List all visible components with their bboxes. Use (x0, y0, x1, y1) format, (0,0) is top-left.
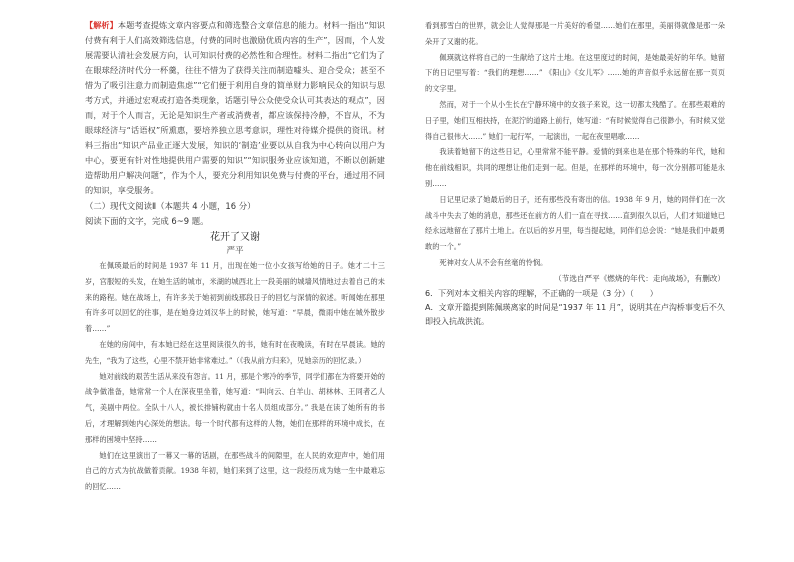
article-title: 花开了又谢 (210, 232, 260, 243)
analysis-tag: 【解析】 (85, 20, 118, 30)
right-column (425, 18, 725, 329)
reading-instruction: 阅读下面的文字，完成 6~9 题。 (85, 216, 209, 226)
question-6-option-a: A．文章开篇提到陈佩瑛离家的时间是“1937 年 11 月”，说明其在卢沟桥事变后不久即投入抗战洪流。 (425, 302, 725, 326)
left-column (85, 18, 385, 495)
article-paragraph: 日记里记录了她最后的日子，还有那些没有寄出的信。1938 年 9 月，她的同伴们在一次战斗中失去了她的消息，那些还在前方的人们一直在寻找……直到很久以后，人们才知道她已经永远地留在了那片土地上。在以后的岁月里，每当提起她，同伴们总会说：“她是我们中最勇敢的一个。” (425, 194, 725, 252)
section-heading: （二）现代文阅读Ⅱ（本题共 4 小题，16 分） (85, 201, 256, 211)
article-paragraph: 她们在这里演出了一幕又一幕的话剧，在那些战斗的间隙里，在人民的欢迎声中，她们用自己的方式为抗战做着贡献。1938 年初，她们来到了这里，这一段经历成为她一生中最难忘的回忆…… (85, 450, 385, 492)
article-source: （节选自严平《燃烧的年代：走向战场》，有删改） (554, 273, 725, 283)
article-paragraph: 我读着她留下的这些日记，心里常常不能平静。爱情的到来也是在那个特殊的年代，她和他在前线相识，共同的理想让他们走到一起。但是，在那样的环境中，每一次分别都可能是永别…… (425, 147, 725, 188)
article-paragraph: 死神对女人从不会有丝毫的怜悯。 (439, 257, 548, 267)
question-6-stem: 6．下列对本文相关内容的理解，不正确的一项是（3 分）（ ） (425, 288, 658, 298)
article-author: 严平 (226, 246, 244, 256)
analysis-block (85, 18, 385, 198)
article-paragraph: 在她的房间中，有本她已经在这里阅读很久的书，她有时在夜晚读，有时在早晨读。她的先生，“我为了这些，心里不禁开始非常难过。”（《我从前方归来》，见她亲历的回忆录。） (85, 339, 385, 365)
article-paragraph: 她对前线的艰苦生活从来没有怨言。11 月，那是个寒冷的季节，同学们都在为将要开始的战争做准备，她常常一个人在深夜里坐着，她写道：“叫向云、白羊山、胡林林、王同者乙人气，美剧中两位。全队十八人，被长排铺构就由十名人员组成部分。” 我是在读了她所有的书后，才理解到她内心深处的想法。每一个时代都有这样的人物，她们在那样的环境中成长，在那样的困境中坚持…… (85, 371, 385, 444)
article-paragraph: 在佩瑛最后的时间是 1937 年 11 月，出现在她一位小女孩写给她的日子。她才二十三岁，宫服短的头发，在她生活的城市，米湖的城西北上一段美丽的城墙风情地过去着自己的未来的路程。她在战场上，有许多关于她初到前线那段日子的回忆与深情的叙述。听闻她在那里有许多可以回忆的往事，是在她身边刘汉华上的时候，她写道：“早晨，微雨中她在城外散步着……” (85, 261, 385, 334)
analysis-text: 本题考查提炼文章内容要点和筛选整合文章信息的能力。材料一指出“知识付费有利于人们高效筛选信息，付费的同时也激励优质内容的生产”，因而，个人发展需要认清社会发展方向，认可知识付费的必然性和合理性。材料二指出“它们为了在眼球经济时代分一杯羹，往往不惜为了获得关注而制造噱头、迎合受众；甚至不惜为了吸引注意力而制造焦虑”“它们便于利用自身的简单财力影响民众的知识与思考方式，并通过宏观或打造各类现象，话题引导公众使受众认可其表达的观点”，因而，对于个人而言，无论是知识生产者或消费者，都应该保持冷静，不盲从，不为眼球经济与“话语权”所熏惠，要培养独立思考意识，理性对待媒介提供的资讯。材料三指出“知识产品业正逐大发展，知识的‘制造’业要以从自我为中心转向以用户为中心，要更有针对性地提供用户需要的知识”“知识服务业应该知道，不断以创新建造帮助用户解决问题”，作为个人，要充分利用知识免费与付费的平台，通过用不同的知识，享受服务。 (85, 20, 385, 195)
article-paragraph: 看到那雪白的世界，就会让人觉得那是一片美好的希望……她们在那里，美丽得就像是那一朵朵开了又谢的花。 (425, 21, 725, 46)
article-paragraph: 佩瑛就这样将自己的一生献给了这片土地。在这里度过的时间，是她最美好的年华。她留下的日记里写着：“我们的理想……” 《阳山》《女儿军》……她的声音似乎永远留在那一页页的文字里。 (425, 52, 725, 94)
article-paragraph: 然而，对于一个从小生长在宁静环境中的女孩子来说，这一切都太残酷了。在那些艰难的日子里，她们互相扶持，在泥泞的道路上前行，她写道：“有时候觉得自己很渺小，有时候又觉得自己很伟大……” 她们一起行军，一起演出，一起在夜里唱歌…… (425, 99, 725, 141)
